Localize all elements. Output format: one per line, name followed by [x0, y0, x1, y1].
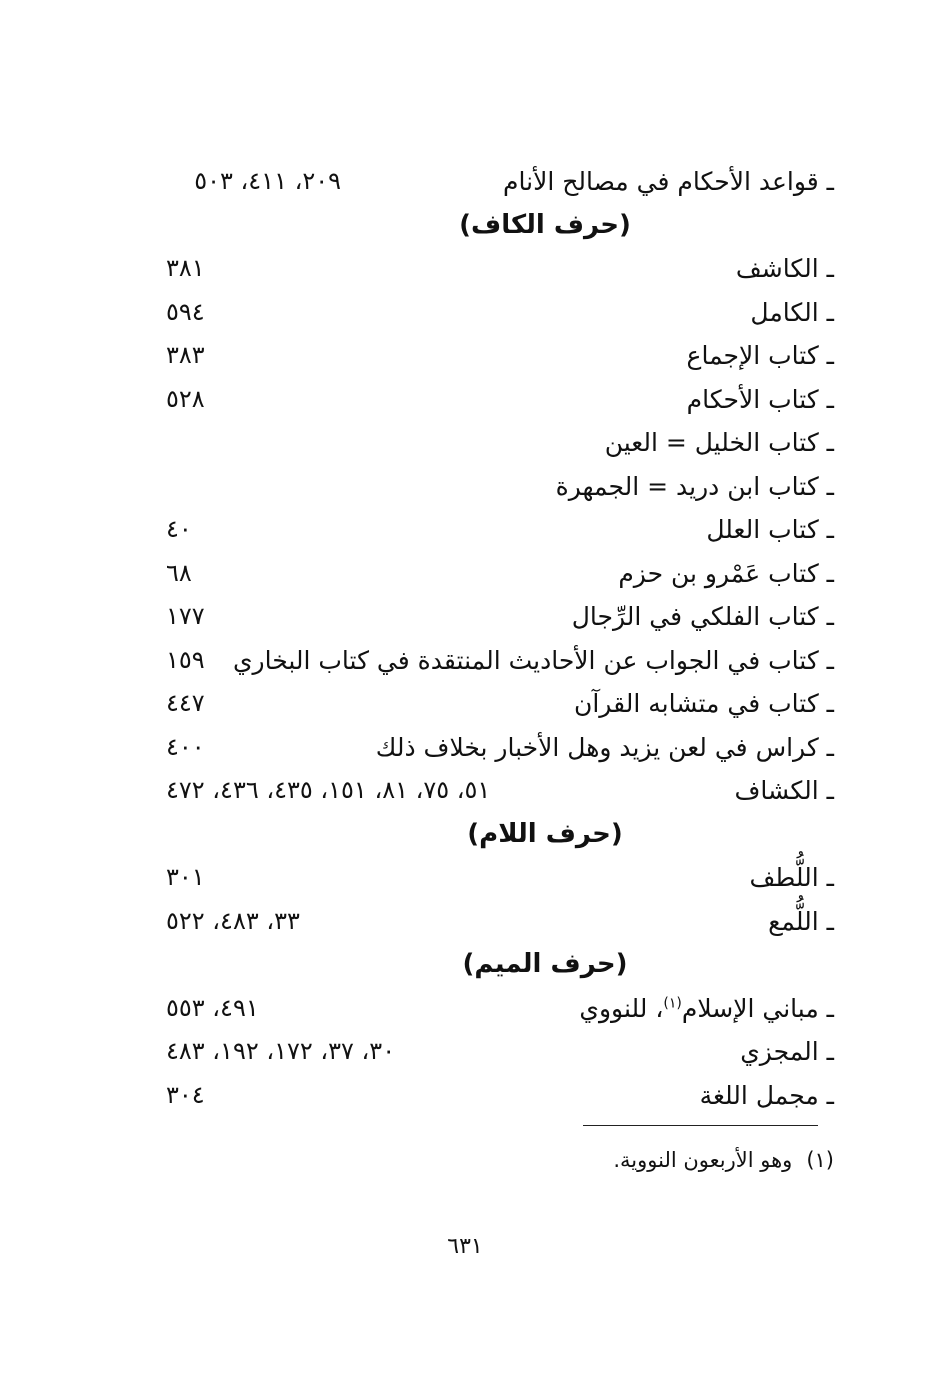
entry-page-numbers: ٥١، ٧٥، ٨١، ١٥١، ٤٣٥، ٤٣٦، ٤٧٢ [166, 776, 491, 804]
index-entry [166, 856, 834, 900]
entry-title-text: ـ كتاب ابن دريد = الجمهرة [555, 471, 834, 501]
entry-title-text: ـ كتاب في متشابه القرآن [573, 689, 834, 718]
index-entry [166, 508, 834, 552]
entry-page-numbers: ٤٩١، ٥٥٣ [166, 993, 259, 1022]
entry-title-text: ـ قواعد الأحكام في مصالح الأنام [503, 167, 834, 196]
entry-page-numbers: ١٧٧ [166, 602, 205, 630]
footnote-separator [583, 1125, 818, 1126]
index-entry [166, 247, 834, 291]
entry-title [605, 421, 834, 465]
entry-title-text: ـ كتاب عَمْرو بن حزم [618, 558, 834, 588]
entry-page-numbers: ٤٠ [166, 515, 192, 543]
letter-section-heading [166, 943, 834, 987]
entry-title [700, 1074, 834, 1118]
index-entry [166, 421, 834, 465]
footnote-number: (١) [806, 1148, 834, 1172]
entry-page-numbers: ٥٩٤ [166, 297, 205, 326]
index-entry [166, 595, 834, 639]
index-entry [166, 465, 834, 509]
entry-title [750, 291, 834, 335]
index-entry [166, 639, 834, 683]
entry-page-numbers: ٢٠٩، ٤١١، ٥٠٣ [194, 167, 341, 195]
entry-title-text: ـ كتاب الخليل = العين [604, 428, 834, 457]
entry-title-text: ـ كتاب الفلكي في الرِّجال [571, 602, 834, 631]
section-heading-text: (حرف اللام) [467, 818, 623, 849]
book-index-list [166, 160, 834, 1117]
entry-title-text: ـ كتاب الإجماع [686, 341, 834, 370]
letter-section-heading [166, 813, 834, 857]
entry-page-numbers: ٥٢٨ [166, 384, 205, 413]
footnote [613, 1148, 834, 1172]
entry-page-numbers: ٣٠١ [166, 863, 205, 891]
entry-title [740, 1030, 834, 1074]
index-entry [166, 726, 834, 770]
entry-page-numbers: ٣٠٤ [166, 1080, 205, 1109]
index-entry [166, 291, 834, 335]
entry-page-numbers: ٣٣، ٤٨٣، ٥٢٢ [166, 906, 300, 935]
entry-title-text: ـ اللُّمع [768, 906, 834, 936]
entry-page-numbers: ٦٨ [166, 558, 192, 587]
index-entry [166, 900, 834, 944]
section-heading-text: (حرف الكاف) [459, 209, 631, 240]
entry-title-suffix: ، للنووي [579, 993, 664, 1023]
entry-title-text: ـ الكامل [750, 297, 834, 327]
entry-title-text: ـ كتاب الأحكام [686, 384, 834, 414]
index-entry [166, 1074, 834, 1118]
entry-title-text: ـ الكشاف [734, 776, 834, 805]
entry-title-text: ـ مباني الإسلام [681, 993, 834, 1023]
entry-title [579, 987, 834, 1031]
entry-title-text: ـ كتاب العلل [706, 515, 834, 544]
entry-page-numbers: ٤٤٧ [166, 689, 205, 717]
entry-title [736, 247, 834, 291]
footnote-text: وهو الأربعون النووية. [613, 1148, 793, 1172]
section-heading-text: (حرف الميم) [462, 949, 628, 979]
entry-page-numbers: ٣٨٣ [166, 341, 205, 369]
entry-title-text: ـ اللُّطف [749, 863, 834, 892]
index-entry [166, 682, 834, 726]
entry-title [376, 726, 834, 770]
entry-title [768, 900, 834, 944]
entry-title [556, 465, 834, 509]
index-entry [166, 769, 834, 813]
entry-title [574, 682, 834, 726]
entry-title-text: ـ كتاب في الجواب عن الأحاديث المنتقدة في كتاب البخاري [232, 645, 834, 675]
index-entry [166, 552, 834, 596]
entry-title [503, 160, 834, 204]
entry-page-numbers: ٤٠٠ [166, 732, 205, 761]
page-number: ٦٣١ [447, 1234, 483, 1259]
entry-title [735, 769, 834, 813]
entry-title [706, 508, 834, 552]
entry-title [750, 856, 835, 900]
footnote-marker: (١) [663, 995, 682, 1012]
entry-title [233, 639, 834, 683]
index-entry [166, 1030, 834, 1074]
entry-title [618, 552, 834, 596]
entry-page-numbers: ١٥٩ [166, 645, 205, 674]
entry-title-text: ـ الكاشف [735, 254, 834, 283]
index-entry [166, 160, 834, 204]
entry-title-text: ـ المجزي [740, 1037, 834, 1066]
index-entry [166, 378, 834, 422]
entry-title [687, 334, 834, 378]
entry-page-numbers: ٣٨١ [166, 254, 205, 282]
entry-title [687, 378, 834, 422]
entry-title-text: ـ مجمل اللغة [699, 1080, 834, 1110]
entry-title [572, 595, 834, 639]
letter-section-heading [166, 204, 834, 248]
entry-title-text: ـ كراس في لعن يزيد وهل الأخبار بخلاف ذلك [375, 732, 834, 762]
index-entry [166, 987, 834, 1031]
index-entry [166, 334, 834, 378]
entry-page-numbers: ٣٠، ٣٧، ١٧٢، ١٩٢، ٤٨٣ [166, 1037, 396, 1065]
